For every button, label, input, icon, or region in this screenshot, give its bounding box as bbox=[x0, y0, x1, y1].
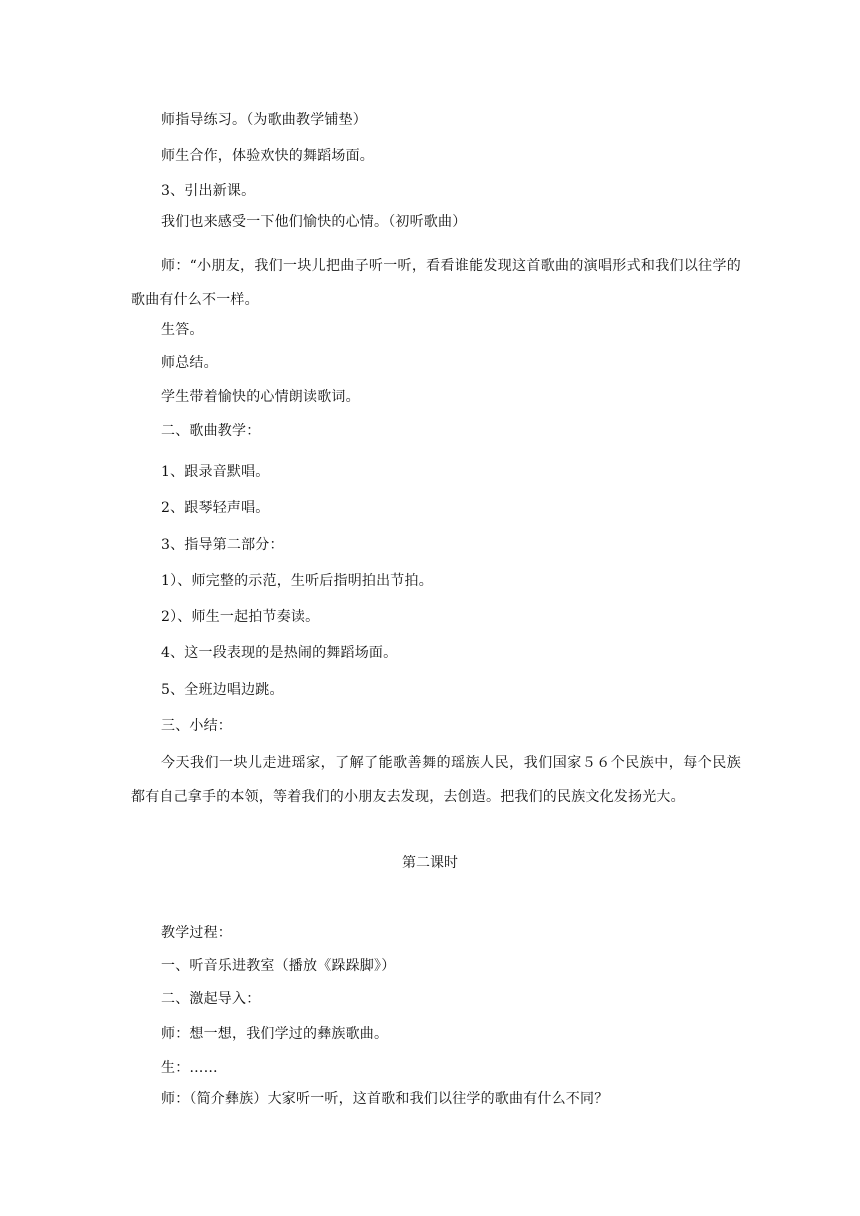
read-lyrics-line: 学生带着愉快的心情朗读歌词。 bbox=[161, 389, 360, 405]
student-line: 生：…… bbox=[161, 1060, 218, 1076]
step-5-line: 5、全班边唱边跳。 bbox=[161, 682, 284, 698]
section-heading-song-teaching: 二、歌曲教学： bbox=[161, 423, 261, 439]
conclusion-paragraph: 今天我们一块儿走进瑶家，了解了能歌善舞的瑶族人民，我们国家５６个民族中，每个民族都有自己拿手的本领，等着我们的小朋友去发现，去创造。把我们的民族文化发扬光大。 bbox=[131, 755, 741, 805]
item-2-line: 二、激起导入： bbox=[161, 991, 261, 1007]
teacher-question-paragraph: 师：“小朋友，我们一块儿把曲子听一听，看看谁能发现这首歌曲的演唱形式和我们以往学的歌曲有什么不一样。 bbox=[131, 258, 741, 308]
section-heading-summary: 三、小结： bbox=[161, 718, 232, 734]
intro-new-line: 3、引出新课。 bbox=[161, 183, 256, 199]
item-1-line: 一、听音乐进教室（播放《跺跺脚》） bbox=[161, 958, 396, 974]
guide-practice-line: 师指导练习。（为歌曲教学铺垫） bbox=[161, 112, 367, 128]
teacher-line-2: 师：（简介彝族）大家听一听，这首歌和我们以往学的歌曲有什么不同？ bbox=[161, 1091, 609, 1107]
teacher-line-1: 师：想一想，我们学过的彝族歌曲。 bbox=[161, 1026, 389, 1042]
teaching-process-line: 教学过程： bbox=[161, 925, 232, 941]
step-2-line: 2、跟琴轻声唱。 bbox=[161, 500, 270, 516]
feel-mood-line: 我们也来感受一下他们愉快的心情。（初听歌曲） bbox=[161, 214, 467, 230]
step-3-line: 3、指导第二部分： bbox=[161, 537, 284, 553]
step-3-1-line: 1）、师完整的示范，生听后指明拍出节拍。 bbox=[161, 573, 433, 589]
step-3-2-line: 2）、师生一起拍节奏读。 bbox=[161, 609, 320, 625]
step-1-line: 1、跟录音默唱。 bbox=[161, 464, 270, 480]
teacher-summary-line: 师总结。 bbox=[161, 355, 218, 371]
student-answer-line: 生答。 bbox=[161, 322, 204, 338]
step-4-line: 4、这一段表现的是热闹的舞蹈场面。 bbox=[161, 645, 398, 661]
cooperate-line: 师生合作，体验欢快的舞蹈场面。 bbox=[161, 148, 374, 164]
lesson-2-title: 第二课时 bbox=[402, 855, 458, 871]
